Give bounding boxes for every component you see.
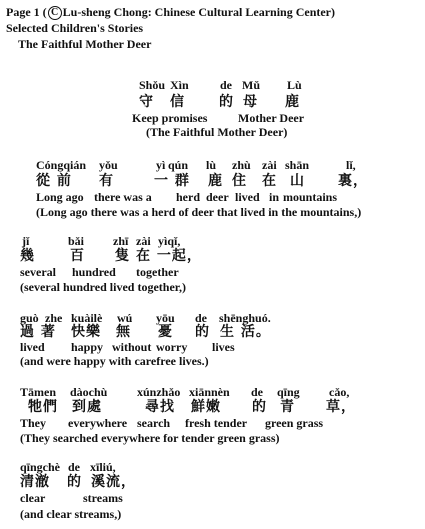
chinese-char: 母 [243, 94, 258, 110]
gloss-text: worry [156, 340, 188, 354]
chinese-char: 一 群 [154, 173, 190, 189]
chinese-char: 尋找 [145, 399, 175, 415]
collection-title: Selected Children's Stories [6, 21, 144, 35]
pinyin-word: zhù [232, 158, 251, 172]
pinyin-word: lǐ, [346, 158, 356, 172]
pinyin-word: yì [156, 158, 166, 172]
story-title: The Faithful Mother Deer [18, 37, 152, 51]
pinyin-word: dàochù [70, 385, 108, 399]
gloss-text: lived [20, 340, 45, 354]
chinese-char: 溪流， [91, 474, 136, 490]
pinyin-word: de [220, 78, 232, 92]
chinese-char: 的 [219, 94, 234, 110]
chinese-char: 信 [170, 94, 185, 110]
gloss-text: in [269, 190, 280, 204]
line-translation: (and were happy with carefree lives.) [20, 354, 209, 368]
pinyin-word: wú [117, 311, 133, 325]
chinese-char: 在 [262, 173, 277, 189]
gloss-text: herd [176, 190, 200, 204]
pinyin-word: yōu [156, 311, 175, 325]
pinyin-word: qīngchè [20, 460, 61, 474]
chinese-char: 無 [116, 324, 131, 340]
gloss-text: green grass [265, 416, 324, 430]
pinyin-word: Mǔ [242, 78, 260, 92]
pinyin-word: guò [20, 311, 39, 325]
pinyin-word: de [251, 385, 263, 399]
chinese-char: 快樂 [71, 324, 101, 340]
gloss-text: happy [71, 340, 104, 354]
page-label: Page 1 ( [6, 5, 47, 19]
chinese-char: 牠們 [28, 399, 58, 415]
pinyin-word: zhe [45, 311, 63, 325]
chinese-char: 憂 [158, 324, 173, 340]
pinyin-word: qún [168, 158, 189, 172]
pinyin-word: de [68, 460, 80, 474]
pinyin-word: bǎi [68, 234, 85, 248]
gloss-text: fresh tender [185, 416, 248, 430]
gloss-text: They [20, 416, 47, 430]
line-translation: (Long ago there was a herd of deer that lived in the mountains,) [36, 205, 362, 219]
pinyin-word: qīng [277, 385, 300, 399]
chinese-char: 的 [67, 474, 82, 490]
gloss-text: deer [206, 190, 229, 204]
title-translation: (The Faithful Mother Deer) [146, 125, 288, 139]
chinese-char: 草， [326, 399, 356, 415]
pinyin-word: zài [262, 158, 277, 172]
pinyin-word: cǎo, [329, 385, 350, 399]
gloss-text: clear [20, 491, 46, 505]
pinyin-word: zài [136, 234, 151, 248]
pinyin-word: zhī [113, 234, 129, 248]
gloss-text: lives [212, 340, 235, 354]
chinese-char: 住 [232, 173, 247, 189]
gloss-text: Long ago [36, 190, 84, 204]
gloss-text: search [137, 416, 171, 430]
pinyin-word: shēnghuó. [219, 311, 271, 325]
gloss-text: without [112, 340, 152, 354]
chinese-char: 從 前 [36, 173, 72, 189]
source-credit: Lu-sheng Chong: Chinese Cultural Learning Center) [62, 5, 336, 19]
chinese-char: 裏， [338, 173, 368, 189]
gloss-text: lived [235, 190, 260, 204]
pinyin-word: de [195, 311, 207, 325]
chinese-char: 有 [99, 173, 114, 189]
chinese-char: 到處 [72, 399, 102, 415]
pinyin-word: Tāmen [20, 385, 56, 399]
pinyin-word: kuàilè [71, 311, 103, 325]
chinese-char: 山 [290, 173, 305, 189]
chinese-char: 清澈 [20, 474, 50, 490]
pinyin-word: Cóngqián [36, 158, 87, 172]
chinese-char: 過 著 [20, 324, 56, 340]
pinyin-word: shān [285, 158, 310, 172]
chinese-char: 在 一起， [136, 248, 202, 264]
chinese-char: 鮮嫩 [191, 399, 221, 415]
chinese-char: 百 [70, 248, 85, 264]
pinyin-word: Lù [287, 78, 302, 92]
chinese-char: 鹿 [208, 173, 223, 189]
gloss-text: together [136, 265, 179, 279]
chinese-char: 隻 [115, 248, 130, 264]
gloss-text: there was a [94, 190, 152, 204]
pinyin-word: yǒu [99, 158, 118, 172]
gloss-text: hundred [72, 265, 116, 279]
pinyin-word: Xìn [170, 78, 189, 92]
pinyin-word: yìqǐ, [158, 234, 181, 248]
chinese-char: 守 [139, 94, 154, 110]
pinyin-word: lù [206, 158, 217, 172]
chinese-char: 生 活。 [220, 324, 271, 340]
chinese-char: 幾 [20, 248, 35, 264]
pinyin-word: jǐ [22, 234, 30, 248]
gloss-text: everywhere [68, 416, 128, 430]
line-translation: (They searched everywhere for tender green grass) [20, 431, 280, 445]
pinyin-word: Shǒu [139, 78, 166, 92]
line-translation: (and clear streams,) [20, 507, 122, 521]
gloss-text: mountains [283, 190, 338, 204]
page-header [6, 5, 335, 20]
gloss-text: several [20, 265, 56, 279]
chinese-char: 的 [195, 324, 210, 340]
gloss-text: Keep promises [132, 111, 208, 125]
pinyin-word: xiānnèn [189, 385, 230, 399]
chinese-char: 鹿 [285, 94, 300, 110]
copyright-icon: C [48, 6, 62, 20]
pinyin-word: xúnzhǎo [137, 385, 181, 399]
line-translation: (several hundred lived together,) [20, 280, 186, 294]
gloss-text: Mother Deer [238, 111, 305, 125]
chinese-char: 青 [280, 399, 295, 415]
pinyin-word: xīliú, [90, 460, 116, 474]
gloss-text: streams [83, 491, 123, 505]
chinese-char: 的 [252, 399, 267, 415]
